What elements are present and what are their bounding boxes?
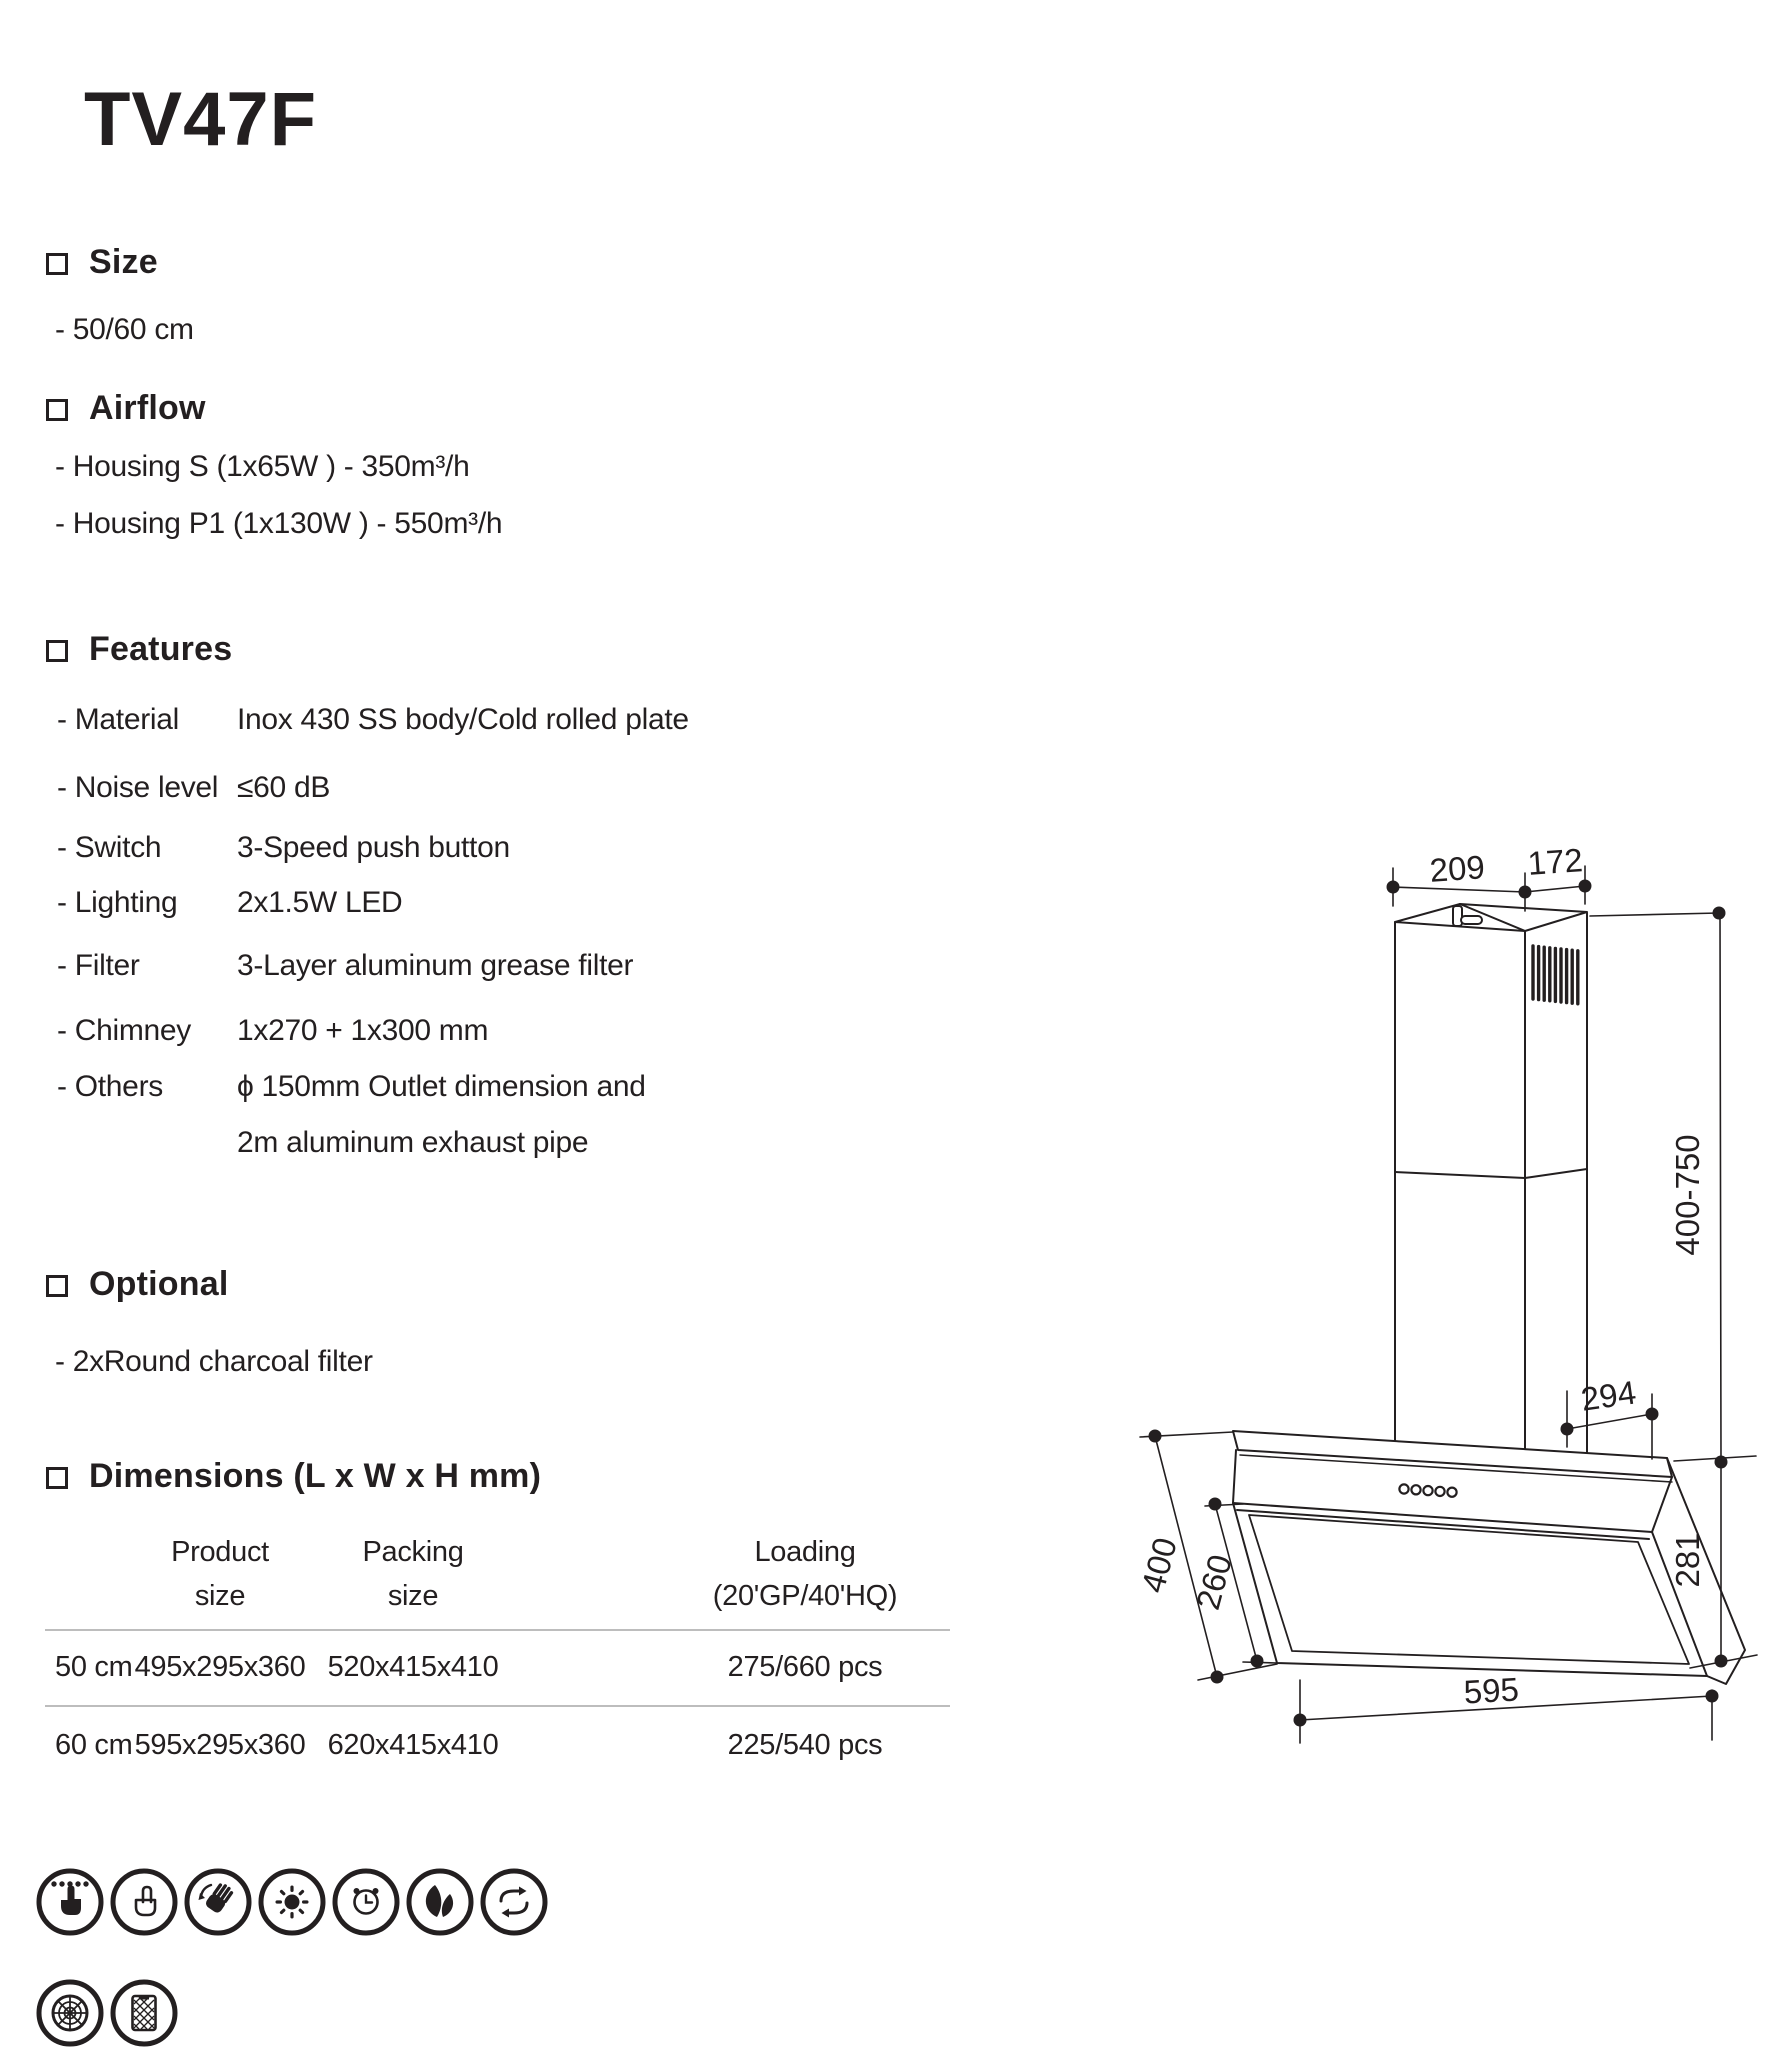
size-item: - 50/60 cm	[55, 313, 194, 346]
row-size-label: 60 cm	[55, 1729, 133, 1761]
column-header: Loading	[754, 1536, 856, 1568]
product-technical-drawing	[1080, 840, 1782, 1800]
section-heading-label: Airflow	[89, 389, 206, 427]
feature-value: 2x1.5W LED	[237, 886, 403, 919]
column-header: Product	[171, 1536, 269, 1568]
square-bullet-icon	[46, 1467, 68, 1489]
hood-canopy	[1233, 1431, 1672, 1477]
square-bullet-icon	[46, 1275, 68, 1297]
optional-item: - 2xRound charcoal filter	[55, 1345, 373, 1378]
square-bullet-icon	[46, 399, 68, 421]
packing-size-cell: 520x415x410	[327, 1651, 499, 1683]
vent-grille	[1533, 946, 1578, 1004]
section-heading-label: Features	[89, 630, 233, 668]
section-heading-size	[46, 243, 158, 282]
loading-cell: 225/540 pcs	[727, 1729, 883, 1761]
dim-label-209: 209	[1428, 848, 1486, 889]
feature-value-continued: 2m aluminum exhaust pipe	[237, 1126, 589, 1159]
charcoal-filter-icon	[133, 1996, 156, 2030]
dim-label-595: 595	[1462, 1670, 1520, 1711]
feature-label: - Switch	[57, 831, 162, 864]
timer-icon	[354, 1888, 379, 1914]
section-heading-dimensions	[46, 1457, 541, 1496]
mounting-bracket	[1453, 906, 1482, 926]
dim-label-281: 281	[1669, 1532, 1706, 1588]
section-heading-label: Optional	[89, 1265, 229, 1303]
push-button-control-icon	[51, 1881, 88, 1915]
dim-label-294: 294	[1578, 1373, 1639, 1418]
dim-label-400-750: 400-750	[1669, 1134, 1706, 1256]
feature-label: - Others	[57, 1070, 163, 1103]
feature-value: Inox 430 SS body/Cold rolled plate	[237, 703, 689, 736]
column-header: (20'GP/40'HQ)	[712, 1580, 898, 1612]
feature-value: ≤60 dB	[237, 771, 331, 804]
packing-size-cell: 620x415x410	[327, 1729, 499, 1761]
row-size-label: 50 cm	[55, 1651, 133, 1683]
square-bullet-icon	[46, 253, 68, 275]
page-title: TV47F	[84, 77, 318, 162]
feature-label: - Chimney	[57, 1014, 191, 1047]
chimney-section-joint	[1395, 1169, 1587, 1178]
section-heading-features	[46, 630, 232, 669]
feature-icons	[28, 1858, 588, 2058]
section-heading-optional	[46, 1265, 228, 1304]
aluminum-grease-filter-icon	[53, 1996, 87, 2030]
feature-value: ϕ 150mm Outlet dimension and	[237, 1070, 646, 1103]
feature-value: 3-Speed push button	[237, 831, 510, 864]
product-size-cell: 495x295x360	[134, 1651, 306, 1683]
table-divider	[45, 1629, 950, 1631]
gesture-control-icon	[199, 1881, 236, 1915]
column-header: Packing	[362, 1536, 464, 1568]
feature-label: - Noise level	[57, 771, 219, 804]
hood-glass-panel	[1233, 1503, 1707, 1676]
airflow-item: - Housing S (1x65W ) - 350m³/h	[55, 450, 470, 483]
dim-label-172: 172	[1526, 841, 1584, 882]
section-heading-airflow	[46, 389, 206, 428]
dim-label-260: 260	[1188, 1550, 1239, 1614]
loading-cell: 275/660 pcs	[727, 1651, 883, 1683]
column-header: size	[387, 1580, 439, 1612]
feature-label: - Lighting	[57, 886, 178, 919]
square-bullet-icon	[46, 640, 68, 662]
dim-label-400: 400	[1133, 1533, 1184, 1597]
feature-value: 1x270 + 1x300 mm	[237, 1014, 489, 1047]
touch-control-icon	[136, 1887, 155, 1915]
airflow-item: - Housing P1 (1x130W ) - 550m³/h	[55, 507, 503, 540]
table-divider	[45, 1705, 950, 1707]
lighting-icon	[276, 1886, 309, 1919]
column-header: size	[194, 1580, 246, 1612]
section-heading-label: Size	[89, 243, 158, 281]
feature-label: - Material	[57, 703, 180, 736]
product-size-cell: 595x295x360	[134, 1729, 306, 1761]
feature-value: 3-Layer aluminum grease filter	[237, 949, 634, 982]
air-recirculation-icon	[501, 1887, 527, 1918]
eco-icon	[426, 1885, 453, 1917]
section-heading-label: Dimensions (L x W x H mm)	[89, 1457, 542, 1495]
control-buttons	[1399, 1484, 1456, 1496]
feature-label: - Filter	[57, 949, 140, 982]
